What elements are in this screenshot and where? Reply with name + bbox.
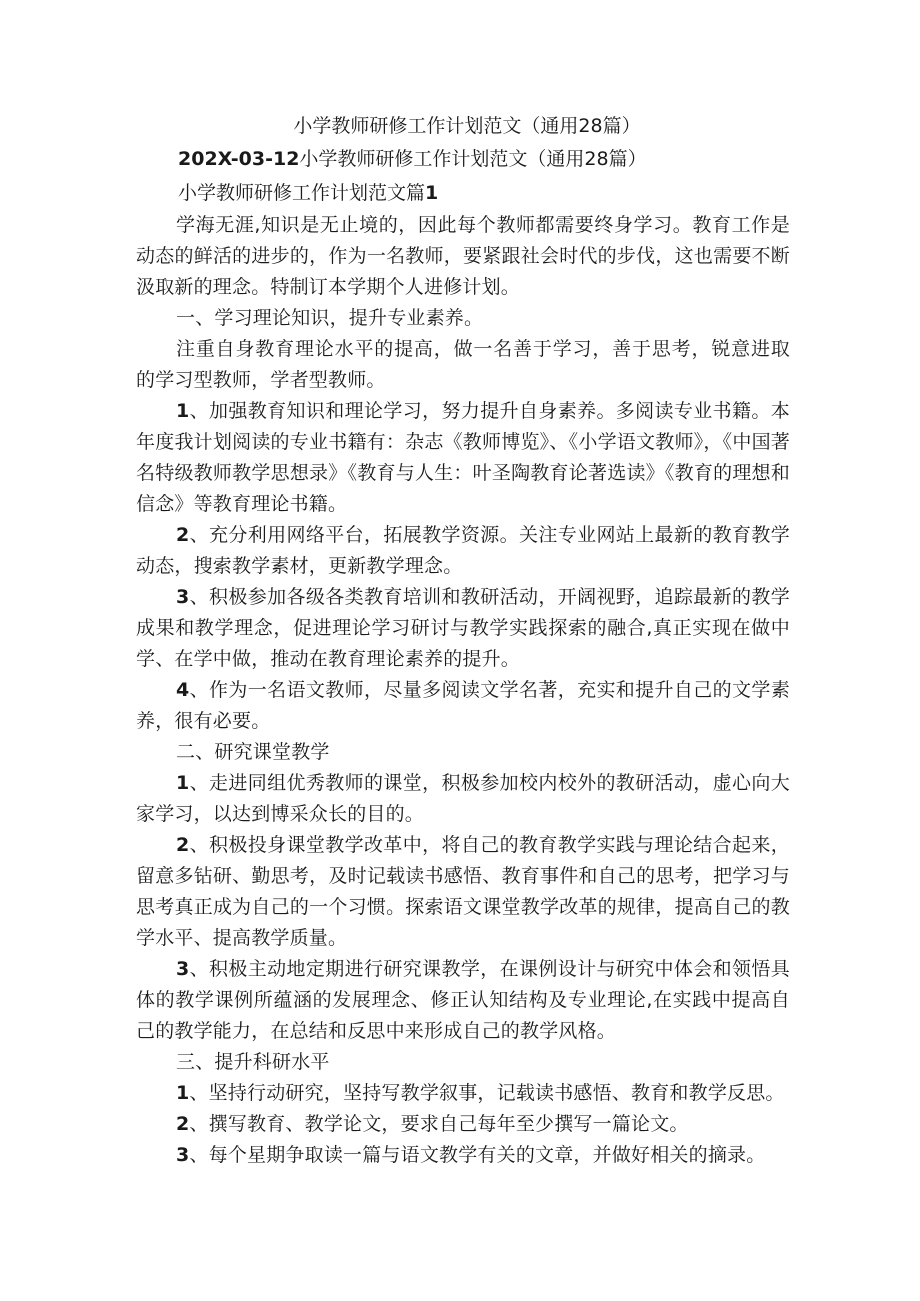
paragraph xyxy=(136,520,790,582)
paragraph-num: 1 xyxy=(176,772,190,794)
article-heading-num: 1 xyxy=(425,182,439,204)
paragraph-num: 1 xyxy=(176,1082,190,1104)
paragraph xyxy=(136,1140,790,1171)
paragraph-num: 2 xyxy=(176,524,190,546)
paragraph-num: 1 xyxy=(176,400,190,422)
paragraph-text: 学海无涯,知识是无止境的，因此每个教师都需要终身学习。教育工作是动态的鲜活的进步的，作为一名教师，要紧跟社会时代的步伐，这也需要不断汲取新的理念。特制订本学期个人进修计划。 xyxy=(136,214,790,298)
paragraph xyxy=(136,675,790,737)
paragraph xyxy=(136,1078,790,1109)
paragraph xyxy=(136,582,790,675)
paragraph xyxy=(136,768,790,830)
paragraph xyxy=(136,1109,790,1140)
paragraph-num: 2 xyxy=(176,834,190,856)
paragraph-text: 、走进同组优秀教师的课堂，积极参加校内校外的教研活动，虚心向大家学习，以达到博采众长的目的。 xyxy=(136,772,790,825)
paragraph-text: 三、提升科研水平 xyxy=(176,1051,330,1073)
paragraph-text: 、充分利用网络平台，拓展教学资源。关注专业网站上最新的教育教学动态，搜索教学素材，更新教学理念。 xyxy=(136,524,790,577)
document-subtitle xyxy=(136,144,790,174)
paragraph xyxy=(136,396,790,520)
paragraph-text: 、加强教育知识和理论学习，努力提升自身素养。多阅读专业书籍。本年度我计划阅读的专业书籍有：杂志《教师博览》、《小学语文教师》，《中国著名特级教师教学思想录》《教育与人生：叶圣陶教育论著选读》《教育的理想和信念》等教育理论书籍。 xyxy=(136,400,790,515)
paragraph xyxy=(136,830,790,954)
paragraph xyxy=(136,334,790,396)
paragraph-num: 2 xyxy=(176,1113,190,1135)
document-body xyxy=(136,210,790,1171)
paragraph xyxy=(136,210,790,303)
paragraph-num: 4 xyxy=(176,679,190,701)
paragraph-text: 、作为一名语文教师，尽量多阅读文学名著，充实和提升自己的文学素养，很有必要。 xyxy=(136,679,790,732)
paragraph-text: 一、学习理论知识，提升专业素养。 xyxy=(176,307,484,329)
document-title: 小学教师研修工作计划范文（通用28篇） xyxy=(293,115,641,137)
paragraph-text: 、积极参加各级各类教育培训和教研活动，开阔视野，追踪最新的教学成果和教学理念，促进理论学习研讨与教学实践探索的融合,真正实现在做中学、在学中做，推动在教育理论素养的提升。 xyxy=(136,586,790,670)
paragraph-num: 3 xyxy=(176,958,190,980)
paragraph-text: 、积极投身课堂教学改革中，将自己的教育教学实践与理论结合起来，留意多钻研、勤思考，及时记载读书感悟、教育事件和自己的思考，把学习与思考真正成为自己的一个习惯。探索语文课堂教学改革的规律，提高自己的教学水平、提高教学质量。 xyxy=(136,834,790,949)
subtitle-text: 小学教师研修工作计划范文（通用28篇） xyxy=(299,148,647,170)
paragraph-num: 3 xyxy=(176,586,190,608)
paragraph-text: 、撰写教育、教学论文，要求自己每年至少撰写一篇论文。 xyxy=(189,1113,689,1135)
paragraph-text: 二、研究课堂教学 xyxy=(176,741,330,763)
section-heading xyxy=(136,303,790,334)
section-heading xyxy=(136,737,790,768)
paragraph-text: 、每个星期争取读一篇与语文教学有关的文章，并做好相关的摘录。 xyxy=(189,1144,766,1166)
paragraph-text: 、积极主动地定期进行研究课教学，在课例设计与研究中体会和领悟具体的教学课例所蕴涵的发展理念、修正认知结构及专业理论,在实践中提高自己的教学能力，在总结和反思中来形成自己的教学风格。 xyxy=(136,958,790,1042)
article-heading xyxy=(136,178,790,208)
section-heading xyxy=(136,1047,790,1078)
paragraph-text: 、坚持行动研究，坚持写教学叙事，记载读书感悟、教育和教学反思。 xyxy=(189,1082,785,1104)
paragraph xyxy=(136,954,790,1047)
paragraph-num: 3 xyxy=(176,1144,190,1166)
article-heading-text: 小学教师研修工作计划范文篇 xyxy=(178,182,426,204)
paragraph-text: 注重自身教育理论水平的提高，做一名善于学习，善于思考，锐意进取的学习型教师，学者型教师。 xyxy=(136,338,790,391)
subtitle-date: 202X-03-12 xyxy=(178,148,300,170)
